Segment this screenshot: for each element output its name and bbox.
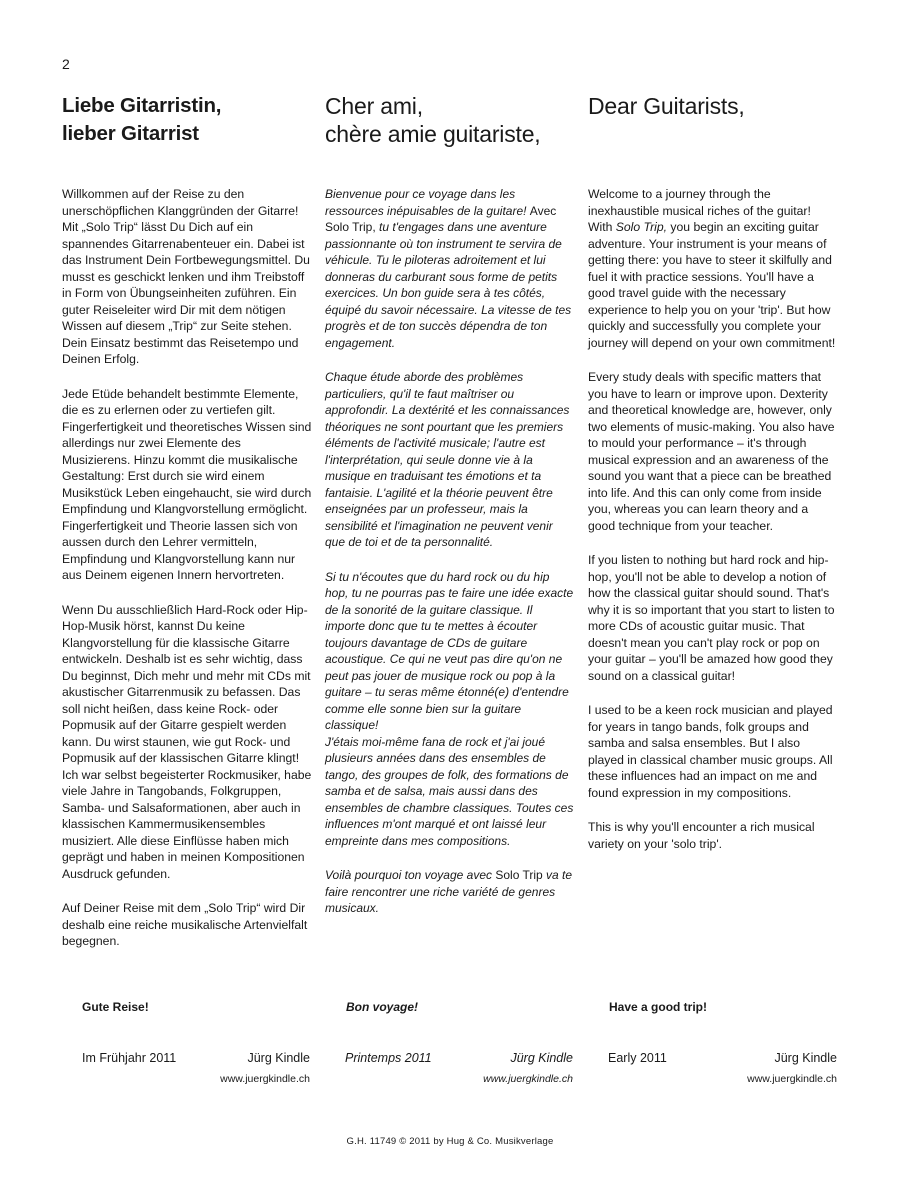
french-p1-text-a: Bienvenue pour ce voyage dans les ressources inépuisables de la guitare! xyxy=(325,187,530,218)
german-date: Im Frühjahr 2011 xyxy=(82,1051,177,1065)
english-paragraph-3: If you listen to nothing but hard rock and hip-hop, you'll not be able to develop a notion of how the classical guitar should sound. That's why it is so important that you start to listen to more CDs of acoustic guitar music. That doesn't mean you can't play rock or pop on your guitar – you'll be amazed how good they sound on a classical guitar! xyxy=(588,553,835,683)
german-heading-line2: lieber Gitarrist xyxy=(62,122,199,145)
german-author: Jürg Kindle xyxy=(247,1051,310,1065)
french-p5-title: Solo Trip xyxy=(495,868,543,882)
english-heading xyxy=(588,92,838,148)
french-paragraph-4: J'étais moi-même fana de rock et j'ai joué plusieurs années dans des ensembles de tango, des groupes de folk, des formations de samba et de salsa, mais aussi dans des ensembles de chambre classiques. Toutes ces influences m'ont marqué et ont laissé leur empreinte dans mes compositions. xyxy=(325,734,574,848)
english-p1-text-a: Welcome to a journey through the inexhaustible musical riches of the guitar! With xyxy=(588,187,811,234)
german-signoff: Gute Reise! xyxy=(82,1000,149,1014)
french-p5-text-a: Voilà pourquoi ton voyage avec xyxy=(325,868,496,882)
page-number: 2 xyxy=(62,56,70,72)
french-paragraph-3: Si tu n'écoutes que du hard rock ou du hip hop, tu ne pourras pas te faire une idée exacte de la sonorité de la guitare classique. Il importe donc que tu te mettes à écouter toujours davantage de CDs de guitare acoustique. Ce qui ne veut pas dire qu'on ne peut pas jouer de musique rock ou pop à la guitare – tu seras même étonné(e) d'entendre comme elle sonne bien sur la guitare classique! xyxy=(325,569,574,732)
french-p1-text-c: tu t'engages dans une aventure passionnante où ton instrument te servira de véhicule. Tu le piloteras adroitement et lui donneras du carburant sous forme de petits exercices. Un bon guide sera à tes côtés, équipé du savoir nécessaire. La vitesse de tes progrès et de ton succès dépendra de ton engagement. xyxy=(325,220,572,350)
english-paragraph-2: Every study deals with specific matters that you have to learn or improve upon. Dexterity and theoretical knowledge are, however, only two elements of music-making. You also have to mould your performance – it's through musical expression and an awareness of the sound you want that a piece can be breathed into life. And this can only come from inside you, whereas you can learn theory and a good technique from your teacher. xyxy=(588,370,835,533)
english-signoff: Have a good trip! xyxy=(609,1000,708,1014)
french-signoff: Bon voyage! xyxy=(346,1000,419,1014)
copyright-footer: G.H. 11749 © 2011 by Hug & Co. Musikverlage xyxy=(346,1136,554,1147)
english-date: Early 2011 xyxy=(608,1051,667,1065)
german-paragraph-1: Willkommen auf der Reise zu den unerschöpflichen Klanggründen der Gitarre! Mit „Solo Trip“ lässt Du Dich auf ein spannendes Gitarrenabenteuer ein. Dabei ist das Instrument Dein Fortbewegungsmittel. Du musst es geschickt lenken und ihm Treibstoff in Form von Übungseinheiten zuführen. Ein guter Reiseleiter wird Dir mit dem nötigen Wissen auf diesem „Trip“ zur Seite stehen. Dein Einsatz bestimmt das Reisetempo und Deinen Erfolg. xyxy=(62,187,310,366)
french-heading xyxy=(325,92,575,148)
french-author: Jürg Kindle xyxy=(510,1051,573,1065)
german-heading-line1: Liebe Gitarristin, xyxy=(62,94,222,117)
english-paragraph-4: I used to be a keen rock musician and played for years in tango bands, folk groups and samba and salsa ensembles. But I also played in classical chamber music groups. All these influences had an impact on me and found expression in my compositions. xyxy=(588,703,833,800)
french-url-link[interactable]: www.juergkindle.ch xyxy=(483,1073,573,1085)
french-column xyxy=(325,92,575,935)
german-heading xyxy=(62,92,312,148)
german-url-link[interactable]: www.juergkindle.ch xyxy=(220,1073,310,1085)
german-paragraph-5: Auf Deiner Reise mit dem „Solo Trip“ wird Dir deshalb eine reiche musikalische Artenvielfalt begegnen. xyxy=(62,901,308,948)
english-column xyxy=(588,92,838,870)
english-url-link[interactable]: www.juergkindle.ch xyxy=(747,1073,837,1085)
english-heading-line1: Dear Guitarists, xyxy=(588,93,745,119)
french-p1-title: Avec Solo Trip, xyxy=(325,203,557,234)
german-paragraph-2: Jede Etüde behandelt bestimmte Elemente, die es zu erlernen oder zu vertiefen gilt. Fingerfertigkeit und theoretisches Wissen sind allerdings nur zwei Elemente des Musizierens. Hinzu kommt die musikalische Gestaltung: Erst durch sie wird einem Musikstück Leben eingehaucht, sie wird durch Empfindung und Klangvorstellung ermöglicht. Fingerfertigkeit und Theorie lassen sich von aussen durch den Lehrer vermitteln, Empfindung und Klangvorstellung kann nur aus Deinem eigenen Innern hervortreten. xyxy=(62,386,312,582)
german-paragraph-3: Wenn Du ausschließlich Hard-Rock oder Hip-Hop-Musik hörst, kannst Du keine Klangvorstellung für die klassische Gitarre entwickeln. Deshalb ist es sehr wichtig, dass Du beginnst, Dich mehr und mehr mit CDs mit akustischer Gitarrenmusik zu befassen. Das soll nicht heißen, dass keine Rock- oder Popmusik auf der Gitarre gespielt werden kann. Du wirst staunen, wie gut Rock- und Popmusik auf der klassischen Gitarre klingt! xyxy=(62,602,311,765)
french-paragraph-2: Chaque étude aborde des problèmes particuliers, qu'il te faut maîtriser ou approfondir. La dextérité et les connaissances théoriques ne sont pourtant que les premiers éléments de l'activité musicale; l'autre est l'interprétation, qui seule donne vie à la musique en traduisant tes émotions et ta fantaisie. L'agilité et la théorie peuvent être enseignées par un professeur, mais la sensibilité et l'imagination ne peuvent venir que de toi et de ta personnalité. xyxy=(325,370,570,549)
french-p5-text-c: va te faire rencontrer une riche variété de genres musicaux. xyxy=(325,868,573,915)
english-author: Jürg Kindle xyxy=(774,1051,837,1065)
french-heading-line1: Cher ami, xyxy=(325,93,423,119)
german-paragraph-4: Ich war selbst begeisterter Rockmusiker, habe viele Jahre in Tangobands, Folkgruppen, Samba- und Salsaformationen, aber auch in klassischen Kammermusikensembles musiziert. Alle diese Einflüsse haben mich geprägt und haben in meinen Kompositionen Ausdruck gefunden. xyxy=(62,767,312,881)
french-heading-line2: chère amie guitariste, xyxy=(325,121,541,147)
french-paragraph-1 xyxy=(325,186,575,351)
french-paragraph-5 xyxy=(325,867,575,917)
english-paragraph-5: This is why you'll encounter a rich musical variety on your 'solo trip'. xyxy=(588,820,815,851)
english-paragraph-1 xyxy=(588,186,838,351)
french-date: Printemps 2011 xyxy=(345,1051,432,1065)
german-column xyxy=(62,92,312,968)
english-p1-title: Solo Trip, xyxy=(615,220,668,234)
english-p1-text-c: you begin an exciting guitar adventure. Your instrument is your means of getting there: you have to steer it skilfully and fuel it with practice sessions. You'll have a good travel guide with the necessary experience to help you on your 'trip'. But how quickly and successfully you complete your journey will depend on your own commitment! xyxy=(588,220,836,350)
